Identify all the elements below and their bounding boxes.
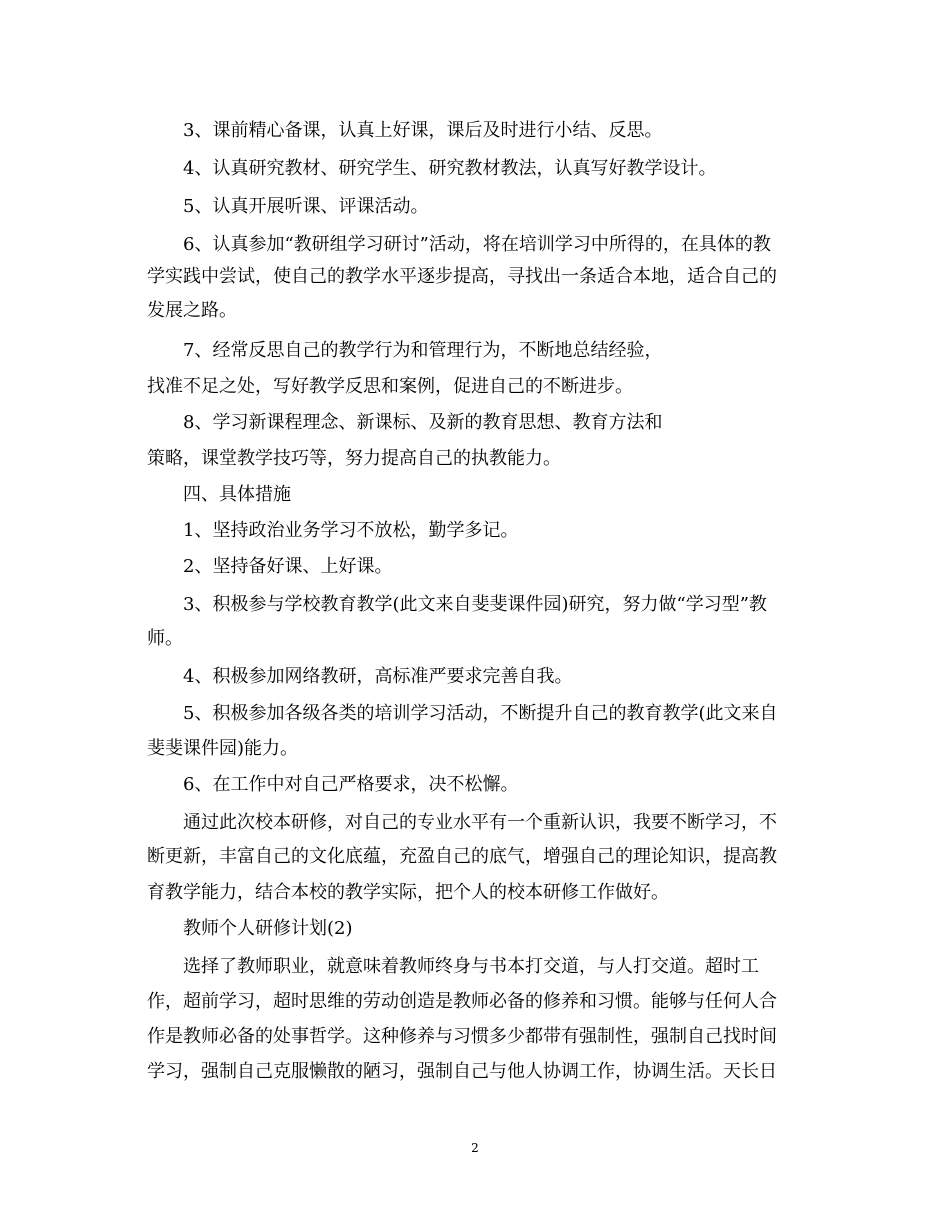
page-number: 2 bbox=[471, 1141, 479, 1155]
body-line: 4、积极参加网络教研，高标准严要求完善自我。 bbox=[183, 666, 573, 687]
body-line: 5、认真开展听课、评课活动。 bbox=[183, 196, 429, 217]
body-line: 2、坚持备好课、上好课。 bbox=[183, 556, 393, 577]
body-line: 策略，课堂教学技巧等，努力提高自己的执教能力。 bbox=[147, 448, 561, 469]
section-heading: 四、具体措施 bbox=[183, 484, 291, 505]
body-line: 6、认真参加“教研组学习研讨”活动，将在培训学习中所得的，在具体的教 bbox=[183, 234, 771, 255]
body-line: 选择了教师职业，就意味着教师终身与书本打交道，与人打交道。超时工 bbox=[183, 956, 759, 977]
section-heading: 教师个人研修计划(2) bbox=[183, 918, 353, 939]
body-line: 6、在工作中对自己严格要求，决不松懈。 bbox=[183, 774, 519, 795]
body-line: 5、积极参加各级各类的培训学习活动，不断提升自己的教育教学(此文来自 bbox=[183, 703, 778, 724]
body-line: 作是教师必备的处事哲学。这种修养与习惯多少都带有强制性，强制自己找时间 bbox=[147, 1026, 777, 1047]
body-line: 7、经常反思自己的教学行为和管理行为，不断地总结经验， bbox=[183, 340, 663, 361]
body-line: 斐斐课件园)能力。 bbox=[147, 738, 299, 759]
body-line: 找准不足之处，写好教学反思和案例，促进自己的不断进步。 bbox=[147, 376, 633, 397]
body-line: 作，超前学习，超时思维的劳动创造是教师必备的修养和习惯。能够与任何人合 bbox=[147, 991, 777, 1012]
body-line: 1、坚持政治业务学习不放松，勤学多记。 bbox=[183, 520, 519, 541]
body-line: 4、认真研究教材、研究学生、研究教材教法，认真写好教学设计。 bbox=[183, 158, 717, 179]
body-line: 师。 bbox=[147, 628, 183, 649]
body-line: 通过此次校本研修，对自己的专业水平有一个重新认识，我要不断学习，不 bbox=[183, 812, 777, 833]
body-line: 学实践中尝试，使自己的教学水平逐步提高，寻找出一条适合本地，适合自己的 bbox=[147, 266, 777, 287]
body-line: 3、课前精心备课，认真上好课，课后及时进行小结、反思。 bbox=[183, 120, 663, 141]
body-line: 学习，强制自己克服懒散的陋习，强制自己与他人协调工作，协调生活。天长日 bbox=[147, 1061, 777, 1082]
body-line: 发展之路。 bbox=[147, 300, 237, 321]
body-line: 断更新，丰富自己的文化底蕴，充盈自己的底气，增强自己的理论知识，提高教 bbox=[147, 846, 777, 867]
body-line: 育教学能力，结合本校的教学实际，把个人的校本研修工作做好。 bbox=[147, 882, 669, 903]
body-line: 8、学习新课程理念、新课标、及新的教育思想、教育方法和 bbox=[183, 412, 663, 433]
body-line: 3、积极参与学校教育教学(此文来自斐斐课件园)研究，努力做“学习型”教 bbox=[183, 594, 767, 615]
